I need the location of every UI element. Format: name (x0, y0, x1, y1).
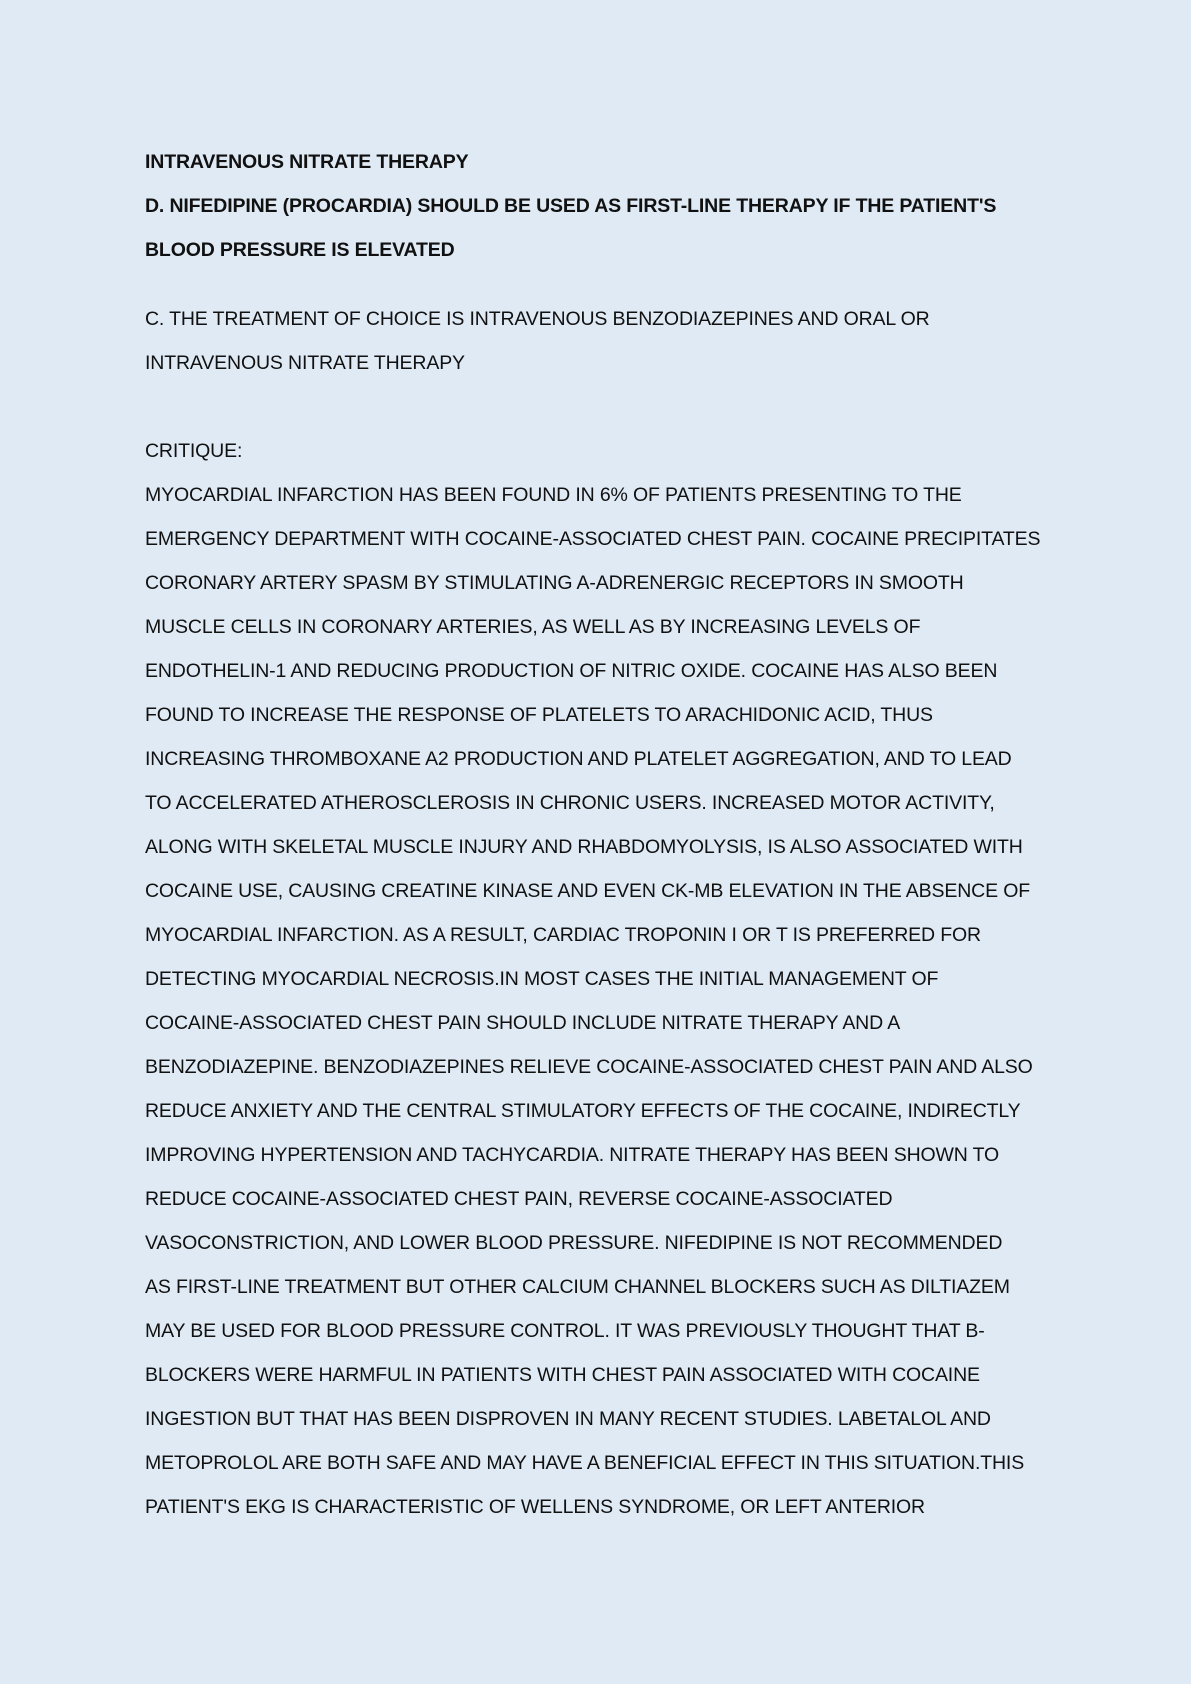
critique-line: REDUCE ANXIETY AND THE CENTRAL STIMULATORY EFFECTS OF THE COCAINE, INDIRECTLY (145, 1100, 1021, 1122)
answer-c-text (145, 297, 1055, 385)
answer-d-heading (145, 140, 1055, 272)
critique-line: COCAINE USE, CAUSING CREATINE KINASE AND EVEN CK-MB ELEVATION IN THE ABSENCE OF (145, 880, 1030, 902)
critique-line: MAY BE USED FOR BLOOD PRESSURE CONTROL. IT WAS PREVIOUSLY THOUGHT THAT B- (145, 1320, 985, 1342)
critique-line: DETECTING MYOCARDIAL NECROSIS.IN MOST CASES THE INITIAL MANAGEMENT OF (145, 968, 939, 990)
heading-line: D. NIFEDIPINE (PROCARDIA) SHOULD BE USED AS FIRST-LINE THERAPY IF THE PATIENT'S (145, 195, 997, 217)
critique-line: CORONARY ARTERY SPASM BY STIMULATING A-ADRENERGIC RECEPTORS IN SMOOTH (145, 572, 964, 594)
critique-line: BLOCKERS WERE HARMFUL IN PATIENTS WITH CHEST PAIN ASSOCIATED WITH COCAINE (145, 1364, 980, 1386)
critique-label: CRITIQUE: (145, 440, 243, 462)
heading-line: BLOOD PRESSURE IS ELEVATED (145, 239, 455, 261)
critique-line: VASOCONSTRICTION, AND LOWER BLOOD PRESSURE. NIFEDIPINE IS NOT RECOMMENDED (145, 1232, 1003, 1254)
critique-line: MYOCARDIAL INFARCTION HAS BEEN FOUND IN 6% OF PATIENTS PRESENTING TO THE (145, 484, 962, 506)
critique-line: EMERGENCY DEPARTMENT WITH COCAINE-ASSOCIATED CHEST PAIN. COCAINE PRECIPITATES (145, 528, 1041, 550)
critique-line: IMPROVING HYPERTENSION AND TACHYCARDIA. NITRATE THERAPY HAS BEEN SHOWN TO (145, 1144, 1000, 1166)
critique-line: INGESTION BUT THAT HAS BEEN DISPROVEN IN MANY RECENT STUDIES. LABETALOL AND (145, 1408, 991, 1430)
critique-line: FOUND TO INCREASE THE RESPONSE OF PLATELETS TO ARACHIDONIC ACID, THUS (145, 704, 933, 726)
critique-line: REDUCE COCAINE-ASSOCIATED CHEST PAIN, REVERSE COCAINE-ASSOCIATED (145, 1188, 893, 1210)
critique-line: BENZODIAZEPINE. BENZODIAZEPINES RELIEVE COCAINE-ASSOCIATED CHEST PAIN AND ALSO (145, 1056, 1033, 1078)
critique-line: PATIENT'S EKG IS CHARACTERISTIC OF WELLENS SYNDROME, OR LEFT ANTERIOR (145, 1496, 925, 1518)
critique-line: TO ACCELERATED ATHEROSCLEROSIS IN CHRONIC USERS. INCREASED MOTOR ACTIVITY, (145, 792, 995, 814)
critique-line: ALONG WITH SKELETAL MUSCLE INJURY AND RHABDOMYOLYSIS, IS ALSO ASSOCIATED WITH (145, 836, 1023, 858)
critique-line: ENDOTHELIN-1 AND REDUCING PRODUCTION OF NITRIC OXIDE. COCAINE HAS ALSO BEEN (145, 660, 998, 682)
answer-c-line: INTRAVENOUS NITRATE THERAPY (145, 352, 465, 374)
paragraph-spacer (145, 385, 1055, 429)
heading-line: INTRAVENOUS NITRATE THERAPY (145, 151, 469, 173)
critique-line: INCREASING THROMBOXANE A2 PRODUCTION AND PLATELET AGGREGATION, AND TO LEAD (145, 748, 1012, 770)
critique-line: MYOCARDIAL INFARCTION. AS A RESULT, CARDIAC TROPONIN I OR T IS PREFERRED FOR (145, 924, 981, 946)
paragraph-spacer (145, 272, 1055, 297)
critique-line: MUSCLE CELLS IN CORONARY ARTERIES, AS WELL AS BY INCREASING LEVELS OF (145, 616, 921, 638)
critique-line: AS FIRST-LINE TREATMENT BUT OTHER CALCIUM CHANNEL BLOCKERS SUCH AS DILTIAZEM (145, 1276, 1010, 1298)
critique-section (145, 429, 1055, 1529)
critique-line: COCAINE-ASSOCIATED CHEST PAIN SHOULD INCLUDE NITRATE THERAPY AND A (145, 1012, 901, 1034)
document-content (145, 140, 1055, 1529)
critique-line: METOPROLOL ARE BOTH SAFE AND MAY HAVE A BENEFICIAL EFFECT IN THIS SITUATION.THIS (145, 1452, 1025, 1474)
answer-c-line: C. THE TREATMENT OF CHOICE IS INTRAVENOUS BENZODIAZEPINES AND ORAL OR (145, 308, 930, 330)
